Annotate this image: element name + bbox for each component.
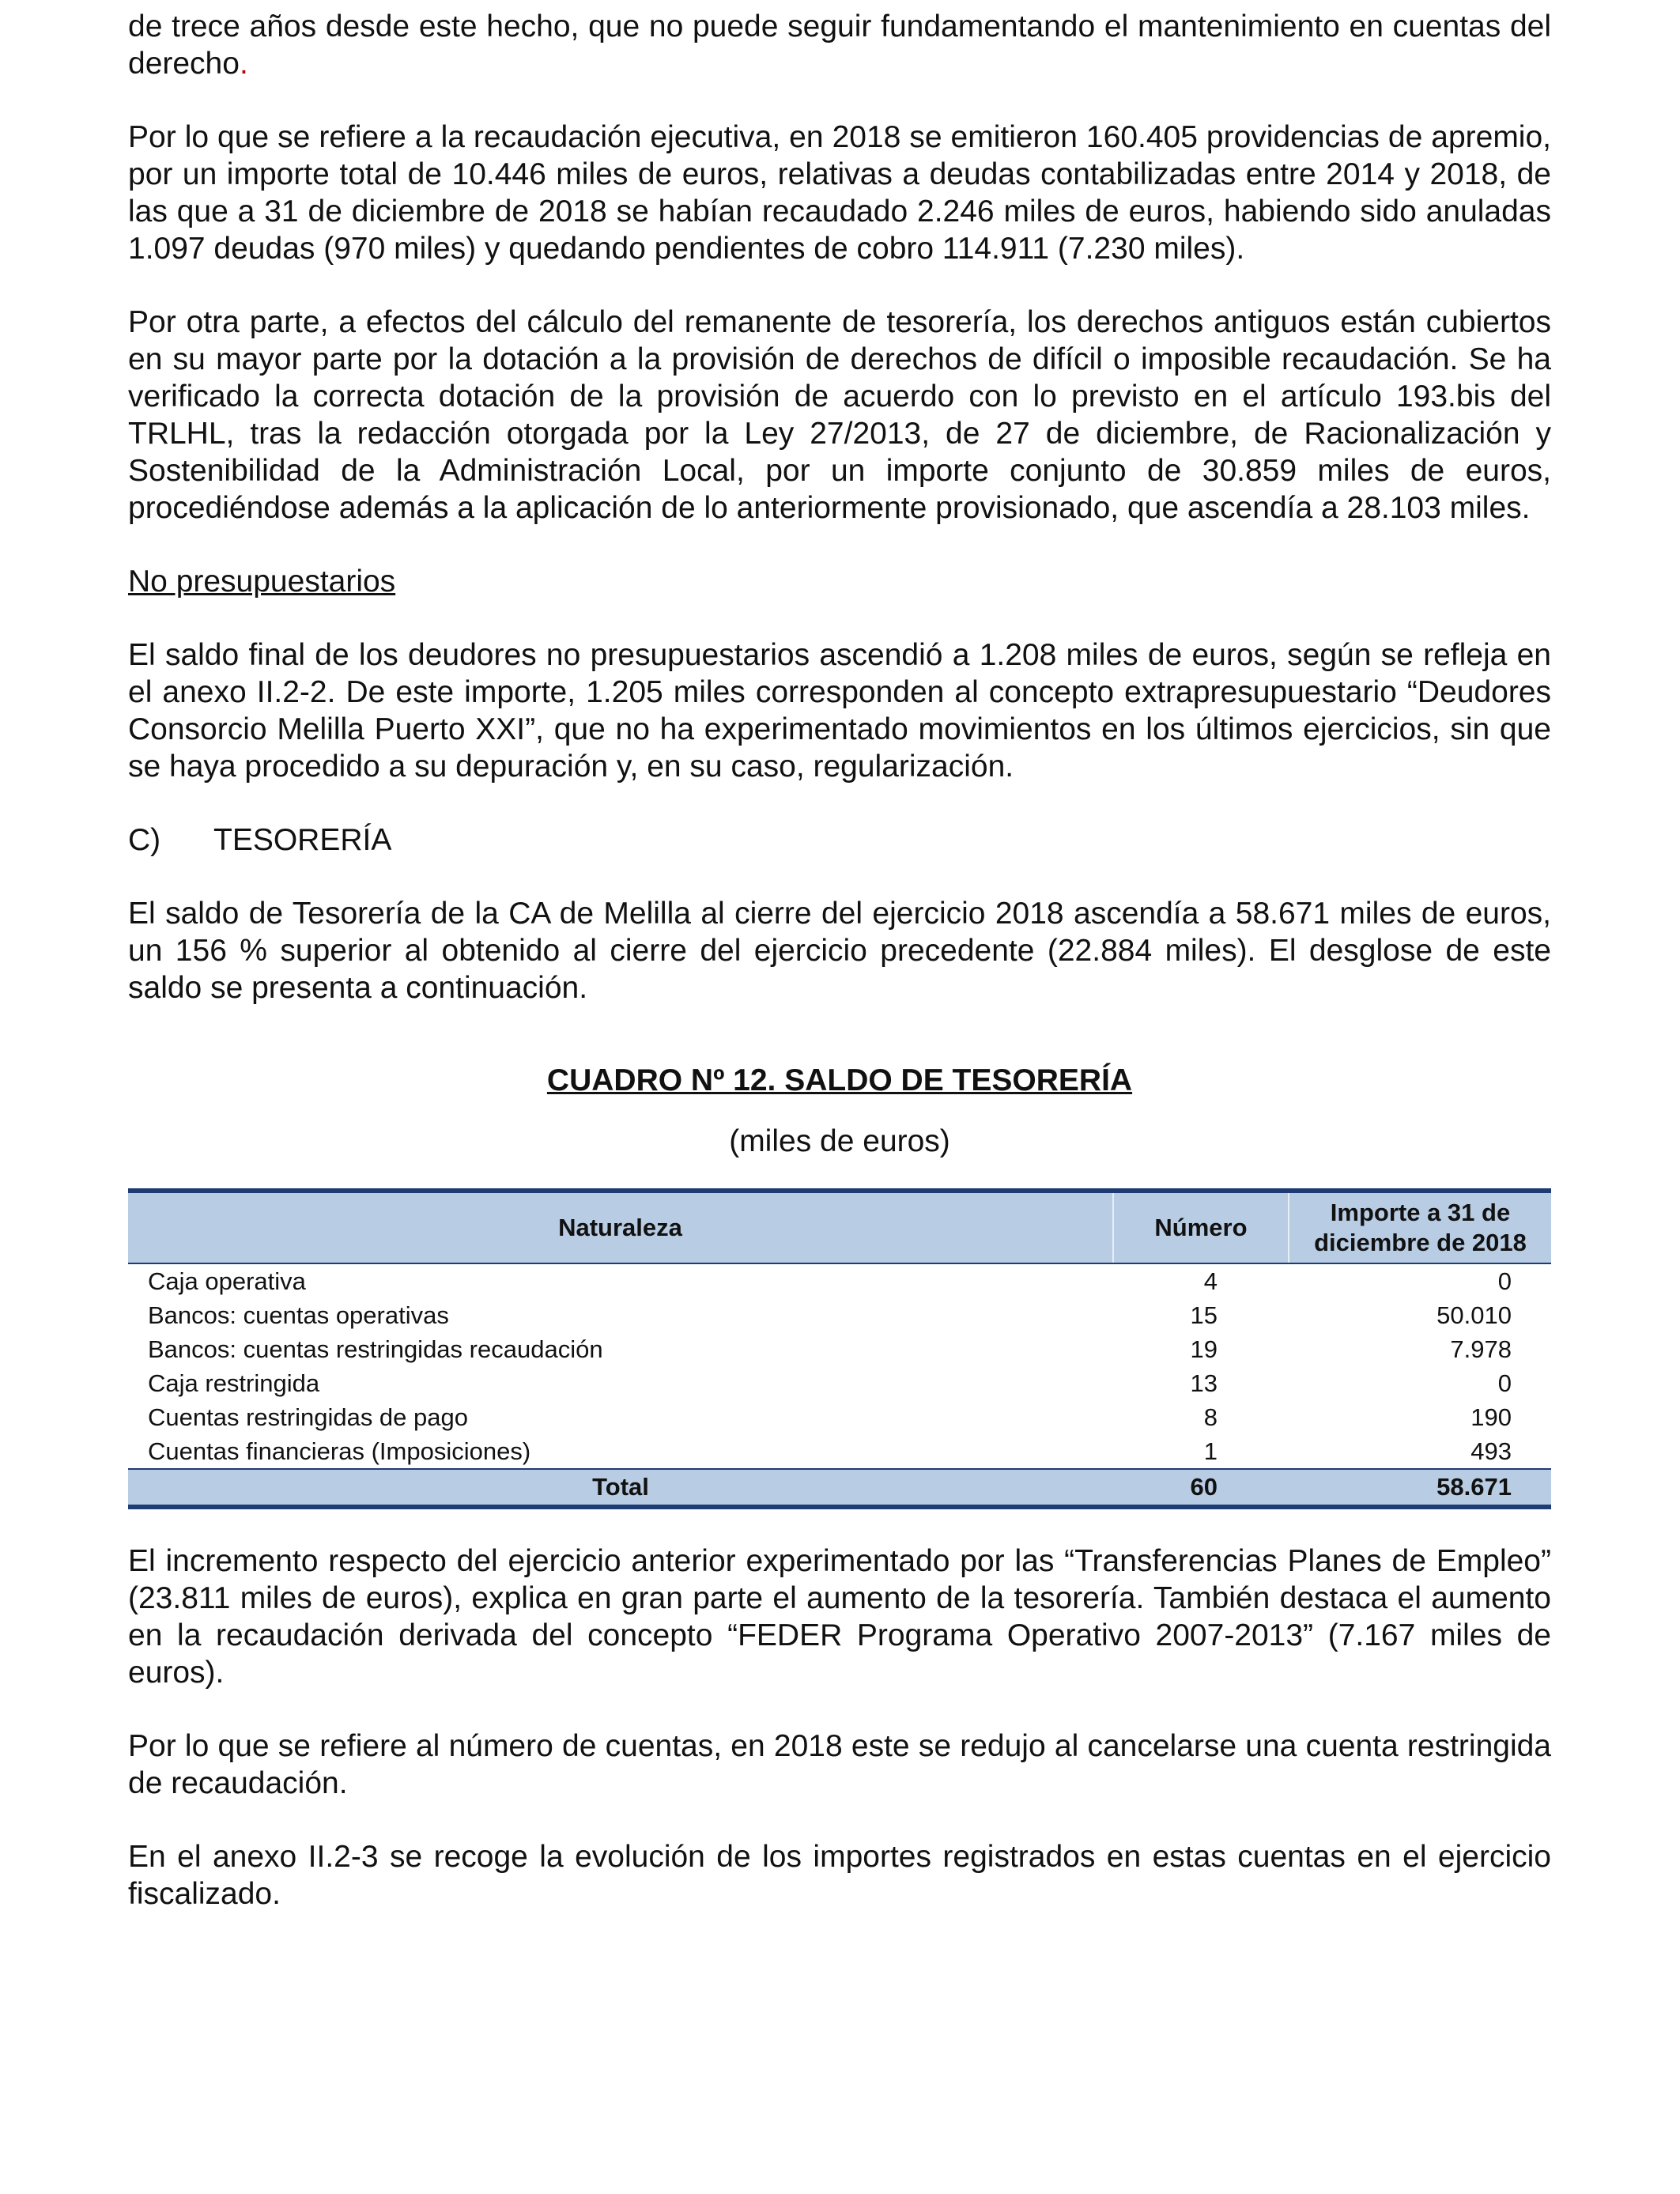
section-title: TESORERÍA	[213, 823, 392, 857]
table-row	[128, 1298, 1551, 1332]
row-label: Caja operativa	[148, 1267, 306, 1295]
row-importe: 50.010	[1436, 1301, 1512, 1329]
table-row	[128, 1366, 1551, 1400]
table-total-row	[128, 1469, 1551, 1507]
document-page	[128, 8, 1551, 1913]
table-row	[128, 1434, 1551, 1469]
row-label: Bancos: cuentas restringidas recaudación	[148, 1335, 603, 1363]
header-importe-line1: Importe a 31 de	[1330, 1199, 1511, 1226]
row-importe: 190	[1470, 1403, 1512, 1431]
row-label: Cuentas restringidas de pago	[148, 1403, 468, 1431]
header-importe-line2: diciembre de 2018	[1314, 1229, 1527, 1256]
paragraph-remanente-tesoreria: Por otra parte, a efectos del cálculo del remanente de tesorería, los derechos antiguos están cubiertos en su mayor parte por la dotación a la provisión de derechos de difícil o imposible recaudación. Se ha verificado la correcta dotación de la provisión de acuerdo con lo previsto en el artículo 193.bis del TRLHL, tras la redacción otorgada por la Ley 27/2013, de 27 de diciembre, de Racionalización y Sostenibilidad de la Administración Local, por un importe conjunto de 30.859 miles de euros, procediéndose además a la aplicación de lo anteriormente provisionado, que ascendía a 28.103 miles.	[128, 305, 1551, 525]
row-numero: 4	[1203, 1267, 1218, 1295]
row-importe: 7.978	[1450, 1335, 1512, 1363]
total-label: Total	[128, 1469, 1113, 1507]
header-importe	[1289, 1191, 1551, 1263]
header-naturaleza: Naturaleza	[128, 1191, 1113, 1263]
section-letter: C)	[128, 823, 161, 857]
row-importe: 0	[1497, 1267, 1512, 1295]
row-numero: 15	[1190, 1301, 1218, 1329]
table-row	[128, 1332, 1551, 1366]
table-header-row	[128, 1191, 1551, 1263]
paragraph-anexo: En el anexo II.2-3 se recoge la evolución de los importes registrados en estas cuentas en el ejercicio fiscalizado.	[128, 1840, 1551, 1911]
paragraph-numero-cuentas: Por lo que se refiere al número de cuentas, en 2018 este se redujo al cancelarse una cuenta restringida de recaudación.	[128, 1729, 1551, 1800]
row-label: Bancos: cuentas operativas	[148, 1301, 449, 1329]
row-numero: 1	[1203, 1437, 1218, 1465]
section-heading-tesoreria	[128, 821, 1551, 859]
row-numero: 8	[1203, 1403, 1218, 1431]
paragraph-period: .	[239, 47, 248, 81]
header-numero: Número	[1113, 1191, 1289, 1263]
paragraph-incremento: El incremento respecto del ejercicio anterior experimentado por las “Transferencias Planes de Empleo” (23.811 miles de euros), explica en gran parte el aumento de la tesorería. También destaca el aumento en la recaudación derivada del concepto “FEDER Programa Operativo 2007-2013” (7.167 miles de euros).	[128, 1544, 1551, 1690]
paragraph-continuation	[128, 8, 1551, 82]
paragraph-saldo-tesoreria: El saldo de Tesorería de la CA de Melilla al cierre del ejercicio 2018 ascendía a 58.671 miles de euros, un 156 % superior al obtenido al cierre del ejercicio precedente (22.884 miles). El desglose de este saldo se presenta a continuación.	[128, 897, 1551, 1005]
table-title: CUADRO Nº 12. SALDO DE TESORERÍA	[546, 1063, 1133, 1097]
row-label: Cuentas financieras (Imposiciones)	[148, 1437, 531, 1465]
paragraph-deudores-no-presupuestarios: El saldo final de los deudores no presupuestarios ascendió a 1.208 miles de euros, según se refleja en el anexo II.2-2. De este importe, 1.205 miles corresponden al concepto extrapresupuestario “Deudores Consorcio Melilla Puerto XXI”, que no ha experimentado movimientos en los últimos ejercicios, sin que se haya procedido a su depuración y, en su caso, regularización.	[128, 638, 1551, 784]
subheading-no-presupuestarios: No presupuestarios	[128, 565, 396, 599]
row-label: Caja restringida	[148, 1369, 320, 1397]
paragraph-recaudacion-ejecutiva: Por lo que se refiere a la recaudación ejecutiva, en 2018 se emitieron 160.405 providencias de apremio, por un importe total de 10.446 miles de euros, relativas a deudas contabilizadas entre 2014 y 2018, de las que a 31 de diciembre de 2018 se habían recaudado 2.246 miles de euros, habiendo sido anuladas 1.097 deudas (970 miles) y quedando pendientes de cobro 114.911 (7.230 miles).	[128, 120, 1551, 266]
row-numero: 19	[1190, 1335, 1218, 1363]
total-numero: 60	[1113, 1469, 1289, 1507]
treasury-table	[128, 1188, 1551, 1509]
table-subtitle: (miles de euros)	[729, 1124, 950, 1158]
table-row	[128, 1400, 1551, 1434]
paragraph-continuation-text: de trece años desde este hecho, que no puede seguir fundamentando el mantenimiento en cuentas del derecho	[128, 9, 1551, 81]
row-importe: 0	[1497, 1369, 1512, 1397]
total-importe: 58.671	[1289, 1469, 1551, 1507]
table-row	[128, 1263, 1551, 1298]
row-importe: 493	[1470, 1437, 1512, 1465]
row-numero: 13	[1190, 1369, 1218, 1397]
table-body	[128, 1263, 1551, 1469]
